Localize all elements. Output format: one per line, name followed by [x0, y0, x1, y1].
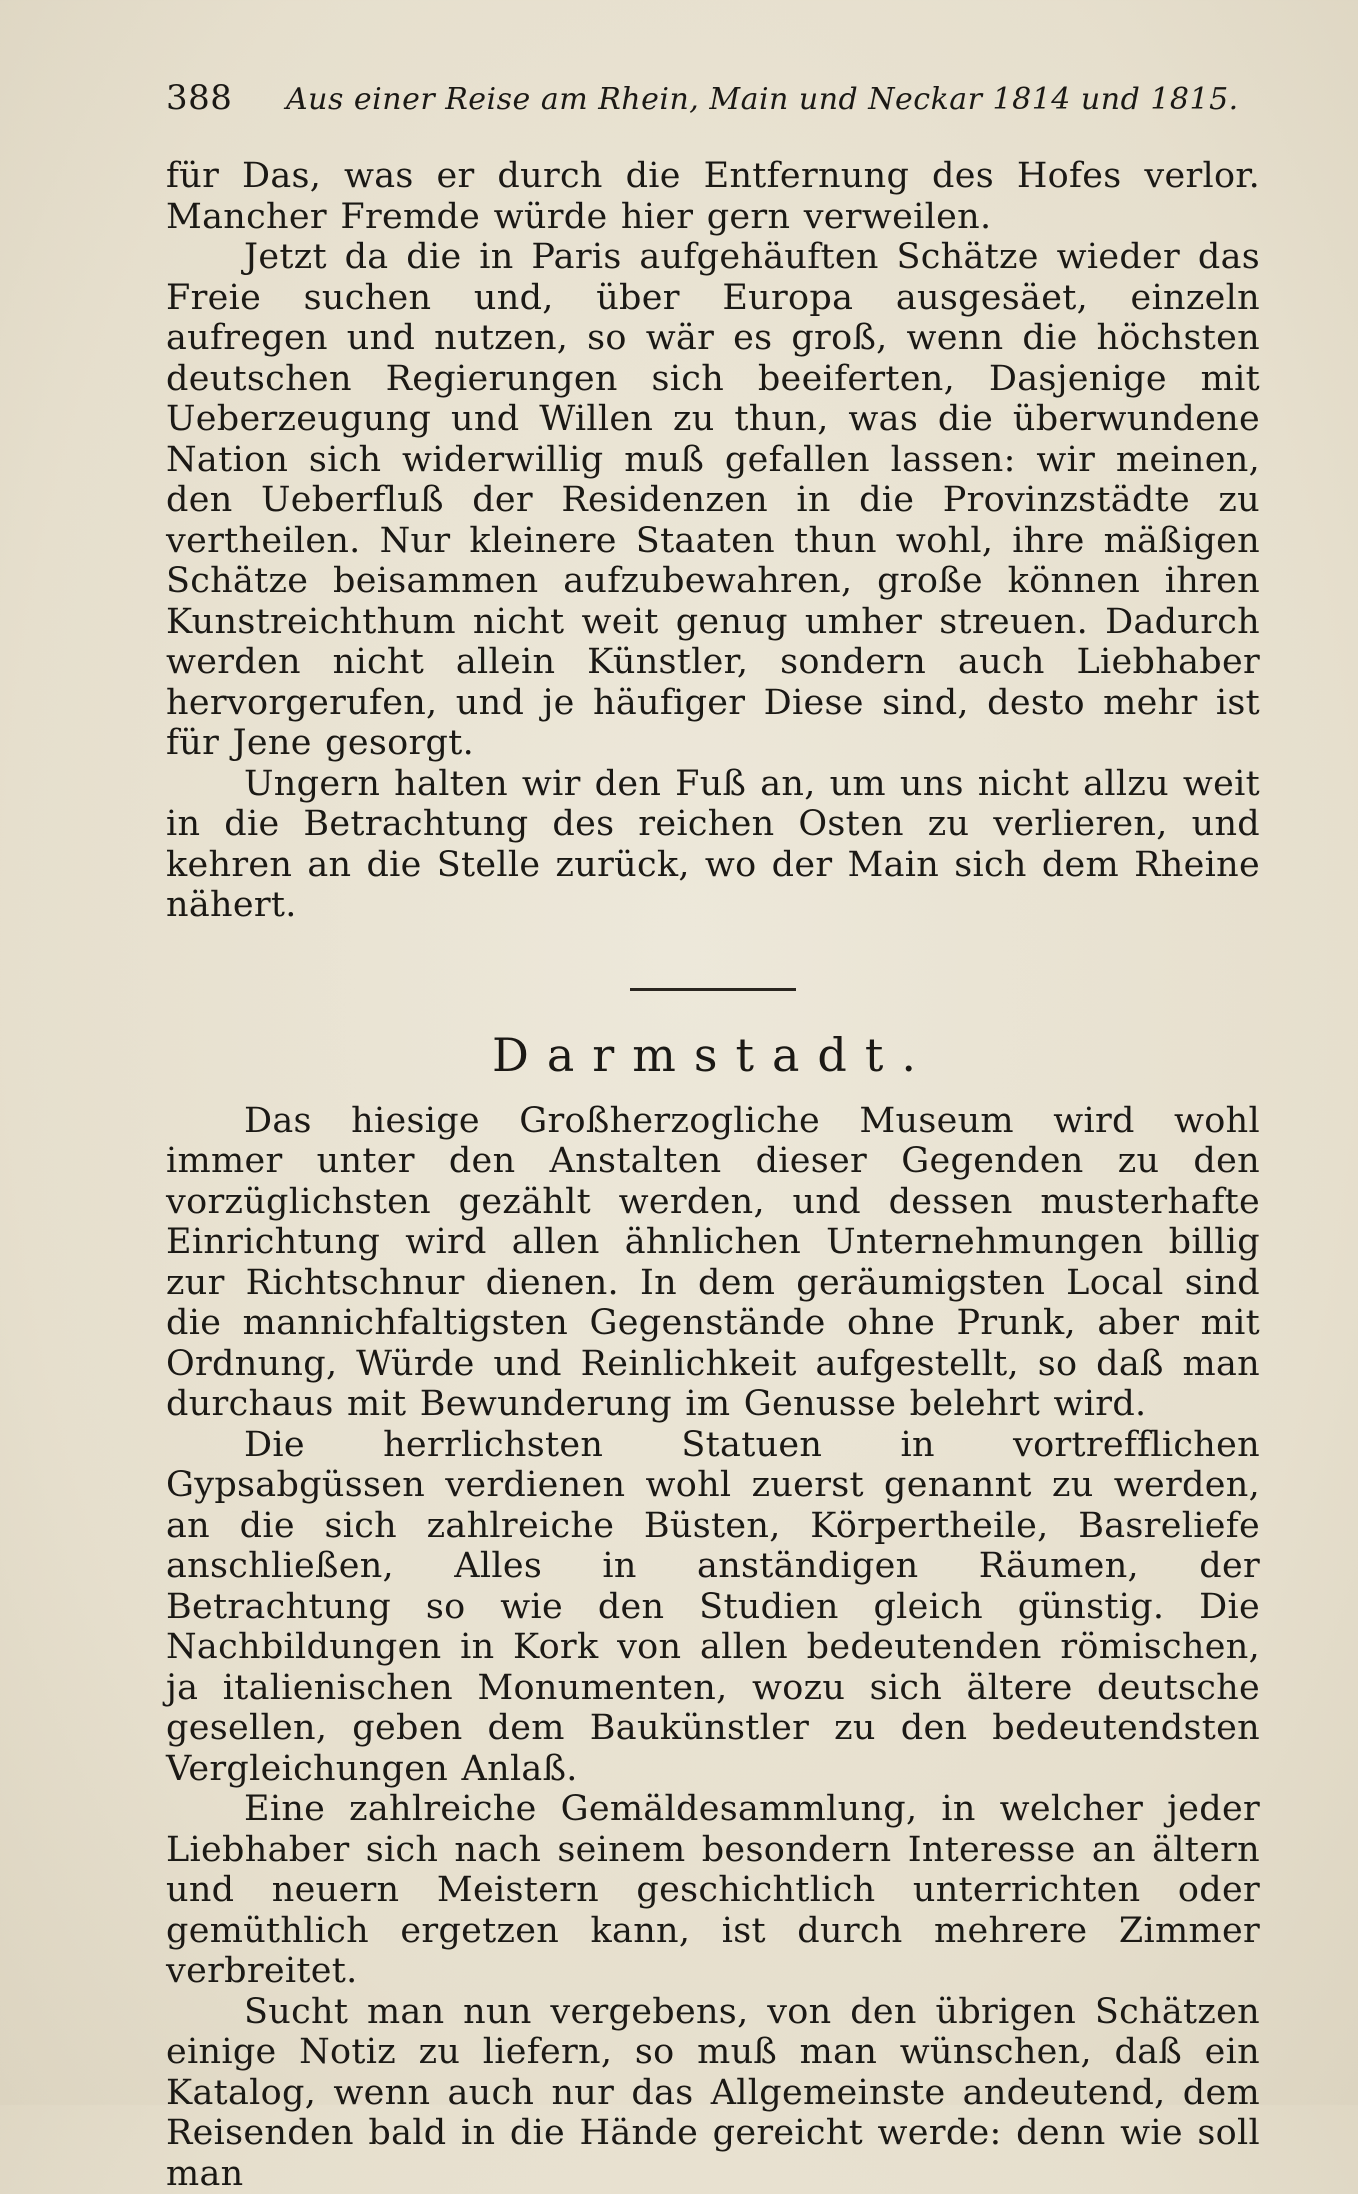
running-title: Aus einer Reise am Rhein, Main und Neckar 1814 und 1815.	[286, 82, 1239, 117]
page-header	[166, 78, 1260, 138]
section-title: Darmstadt.	[166, 1025, 1260, 1085]
paragraph-catalog: Sucht man nun vergebens, von den übrigen Schätzen einige Notiz zu liefern, so muß man wünschen, daß ein Katalog, wenn auch nur das Allgemeinste andeutend, dem Reisenden bald in die Hände gereicht werde: denn wie soll man	[166, 1992, 1260, 2194]
paragraph-paintings: Eine zahlreiche Gemäldesammlung, in welcher jeder Liebhaber sich nach seinem besondern Interesse an ältern und neuern Meistern geschichtlich unterrichten oder gemüthlich ergetzen kann, ist durch mehrere Zimmer verbreitet.	[166, 1789, 1260, 1992]
paragraph-main-rhine: Ungern halten wir den Fuß an, um uns nicht allzu weit in die Betrachtung des reichen Osten zu verlieren, und kehren an die Stelle zurück, wo der Main sich dem Rheine nähert.	[166, 764, 1260, 926]
book-page	[166, 78, 1260, 2194]
paragraph-continuation: für Das, was er durch die Entfernung des Hofes verlor. Mancher Fremde würde hier gern verweilen.	[166, 156, 1260, 237]
section-divider	[630, 988, 796, 991]
paragraph-museum: Das hiesige Großherzogliche Museum wird wohl immer unter den Anstalten dieser Gegenden zu den vorzüglichsten gezählt werden, und dessen musterhafte Einrichtung wird allen ähnlichen Unternehmungen billig zur Richtschnur dienen. In dem geräumigsten Local sind die mannichfaltigsten Gegenstände ohne Prunk, aber mit Ordnung, Würde und Reinlichkeit aufgestellt, so daß man durchaus mit Bewunderung im Genusse belehrt wird.	[166, 1101, 1260, 1425]
page-number: 388	[166, 78, 286, 118]
paragraph-statues: Die herrlichsten Statuen in vortrefflichen Gypsabgüssen verdienen wohl zuerst genannt zu werden, an die sich zahlreiche Büsten, Körpertheile, Basreliefe anschließen, Alles in anständigen Räumen, der Betrachtung so wie den Studien gleich günstig. Die Nachbildungen in Kork von allen bedeutenden römischen, ja italienischen Monumenten, wozu sich ältere deutsche gesellen, geben dem Baukünstler zu den bedeutendsten Vergleichungen Anlaß.	[166, 1425, 1260, 1790]
paragraph-paris-treasures: Jetzt da die in Paris aufgehäuften Schätze wieder das Freie suchen und, über Europa ausgesäet, einzeln aufregen und nutzen, so wär es groß, wenn die höchsten deutschen Regierungen sich beeiferten, Dasjenige mit Ueberzeugung und Willen zu thun, was die überwundene Nation sich widerwillig muß gefallen lassen: wir meinen, den Ueberfluß der Residenzen in die Provinzstädte zu vertheilen. Nur kleinere Staaten thun wohl, ihre mäßigen Schätze beisammen aufzubewahren, große können ihren Kunstreichthum nicht weit genug umher streuen. Dadurch werden nicht allein Künstler, sondern auch Liebhaber hervorgerufen, und je häufiger Diese sind, desto mehr ist für Jene gesorgt.	[166, 237, 1260, 764]
